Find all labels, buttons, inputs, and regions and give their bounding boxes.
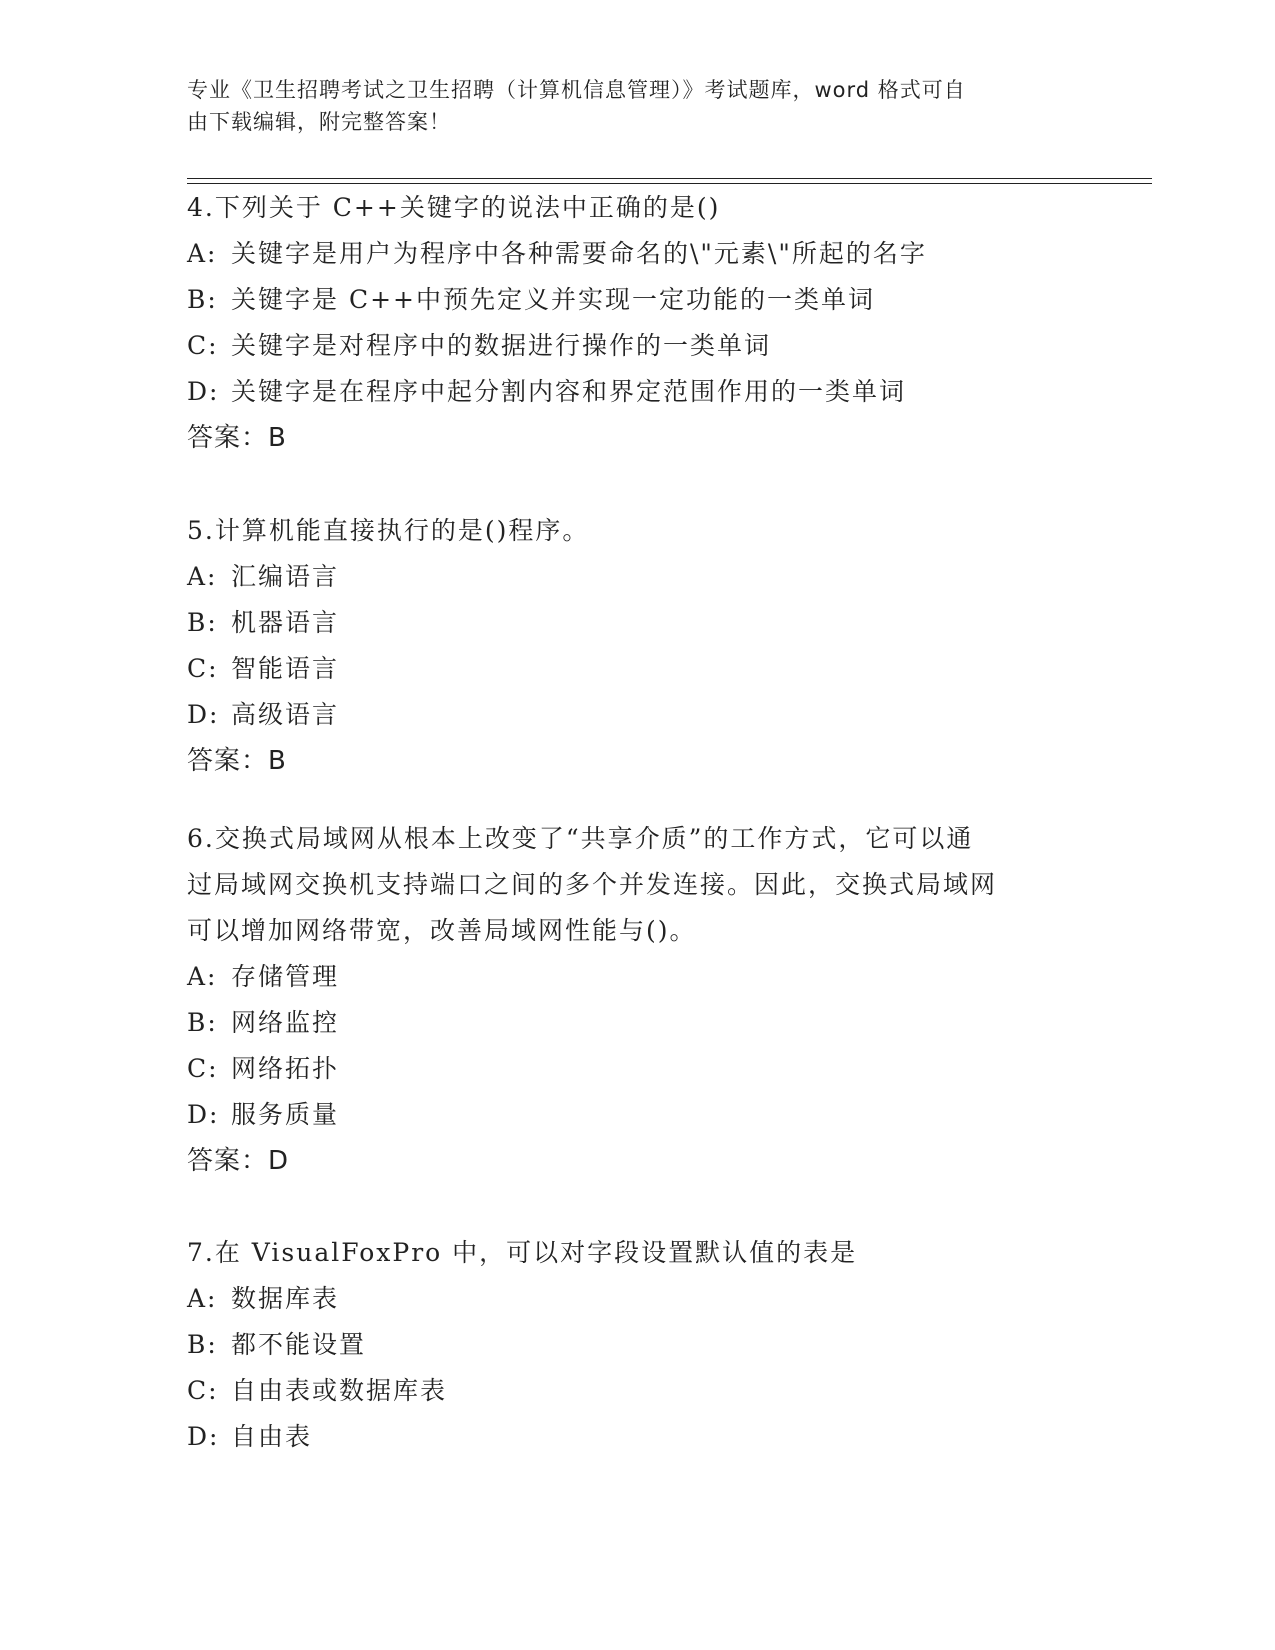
option-text: 关键字是用户为程序中各种需要命名的\"元素\"所起的名字 (231, 239, 927, 268)
option-a (187, 231, 1067, 277)
option-text: 高级语言 (231, 700, 340, 729)
answer-line: 答案：B (187, 423, 287, 453)
option-b (187, 277, 1067, 323)
option-letter: B: (187, 1330, 218, 1359)
option-letter: B: (187, 608, 218, 637)
option-d (187, 1414, 1067, 1460)
option-text: 网络监控 (231, 1008, 340, 1037)
option-letter: A: (187, 962, 218, 991)
question-stem-line-2: 过局域网交换机支持端口之间的多个并发连接。因此，交换式局域网 (187, 870, 998, 899)
option-text: 都不能设置 (231, 1330, 367, 1359)
question-7 (187, 1230, 1067, 1460)
document-header (187, 74, 1067, 138)
option-text: 汇编语言 (231, 562, 340, 591)
answer-line: 答案：D (187, 1146, 290, 1176)
option-c (187, 1046, 1067, 1092)
header-divider-top (187, 178, 1152, 179)
question-stem-line-3: 可以增加网络带宽，改善局域网性能与()。 (187, 916, 697, 945)
header-line-1: 专业《卫生招聘考试之卫生招聘（计算机信息管理）》考试题库，word 格式可自 (187, 78, 966, 102)
option-d (187, 1092, 1067, 1138)
option-text: 关键字是对程序中的数据进行操作的一类单词 (231, 331, 772, 360)
option-letter: C: (187, 1376, 219, 1405)
option-d (187, 369, 1067, 415)
option-letter: B: (187, 1008, 218, 1037)
option-text: 服务质量 (231, 1100, 340, 1129)
option-b (187, 600, 1067, 646)
option-letter: B: (187, 285, 218, 314)
question-stem: 7.在 VisualFoxPro 中，可以对字段设置默认值的表是 (187, 1238, 858, 1267)
option-letter: C: (187, 654, 219, 683)
header-line-2: 由下载编辑，附完整答案！ (187, 110, 451, 134)
option-letter: D: (187, 377, 220, 406)
option-letter: D: (187, 700, 220, 729)
option-a (187, 554, 1067, 600)
option-d (187, 692, 1067, 738)
question-4 (187, 185, 1067, 461)
option-c (187, 1368, 1067, 1414)
option-letter: A: (187, 562, 218, 591)
option-a (187, 1276, 1067, 1322)
option-text: 智能语言 (231, 654, 340, 683)
option-text: 关键字是 C++中预先定义并实现一定功能的一类单词 (231, 285, 875, 314)
answer-line: 答案：B (187, 746, 287, 776)
question-stem: 4.下列关于 C++关键字的说法中正确的是() (187, 193, 721, 222)
option-a (187, 954, 1067, 1000)
option-text: 机器语言 (231, 608, 340, 637)
option-c (187, 646, 1067, 692)
option-text: 自由表 (231, 1422, 313, 1451)
option-b (187, 1322, 1067, 1368)
header-divider-bottom (187, 183, 1152, 184)
option-letter: D: (187, 1422, 220, 1451)
option-text: 网络拓扑 (231, 1054, 340, 1083)
question-stem: 5.计算机能直接执行的是()程序。 (187, 516, 590, 545)
question-5 (187, 508, 1067, 784)
option-b (187, 1000, 1067, 1046)
option-letter: A: (187, 239, 218, 268)
option-letter: C: (187, 331, 219, 360)
option-letter: A: (187, 1284, 218, 1313)
option-text: 存储管理 (231, 962, 340, 991)
option-text: 关键字是在程序中起分割内容和界定范围作用的一类单词 (231, 377, 907, 406)
question-6 (187, 816, 1067, 1184)
option-c (187, 323, 1067, 369)
option-text: 数据库表 (231, 1284, 340, 1313)
option-text: 自由表或数据库表 (231, 1376, 448, 1405)
option-letter: D: (187, 1100, 220, 1129)
question-stem-line-1: 6.交换式局域网从根本上改变了“共享介质”的工作方式，它可以通 (187, 824, 974, 853)
option-letter: C: (187, 1054, 219, 1083)
